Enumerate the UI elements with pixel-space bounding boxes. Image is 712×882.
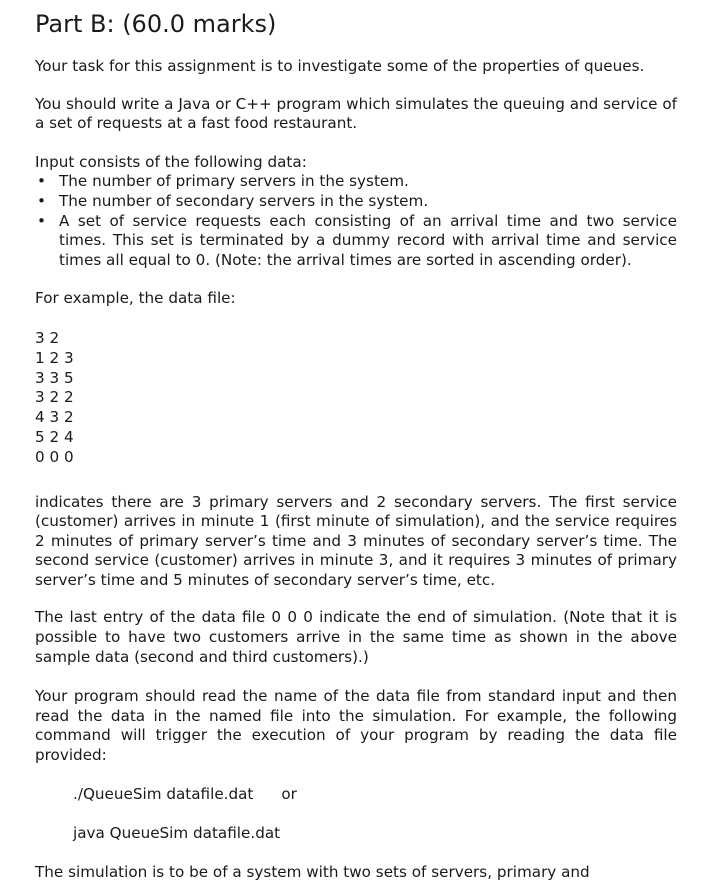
document-page [35, 0, 677, 882]
list-item [35, 192, 677, 212]
read-paragraph: Your program should read the name of the data file from standard input and then read the data in the named file into the simulation. For example, the following command will trigger the execution of your program by reading the data file provided: [35, 687, 677, 765]
data-file-example [35, 329, 677, 468]
bullet-icon: • [37, 211, 46, 230]
last-entry-paragraph: The last entry of the data file 0 0 0 indicate the end of simulation. (Note that it is possible to have two customers arrive in the same time as shown in the above sample data (second and third customers).) [35, 608, 677, 666]
list-item-text: The number of primary servers in the system. [59, 172, 409, 191]
data-file-line: 0 0 0 [35, 447, 74, 466]
page-heading: Part B: (60.0 marks) [35, 10, 277, 38]
simulation-paragraph: The simulation is to be of a system with two sets of servers, primary and [35, 862, 590, 881]
data-file-line: 3 2 2 [35, 388, 74, 407]
bullet-icon: • [37, 191, 46, 210]
data-file-line: 1 2 3 [35, 348, 74, 367]
data-file-line: 3 3 5 [35, 368, 74, 387]
command-text: java QueueSim datafile.dat [73, 824, 281, 843]
indicates-paragraph: indicates there are 3 primary servers and 2 secondary servers. The first service (customer) arrives in minute 1 (first minute of simulation), and the service requires 2 minutes of primary server’s time and 3 minutes of secondary server’s time. The second service (customer) arrives in minute 3, and it requires 3 minutes of primary server’s time and 5 minutes of secondary server’s time, etc. [35, 492, 677, 589]
example-intro: For example, the data file: [35, 289, 236, 308]
data-file-line: 5 2 4 [35, 427, 74, 446]
list-item-text: The number of secondary servers in the system. [59, 191, 429, 210]
data-file-line: 3 2 [35, 328, 60, 347]
input-intro: Input consists of the following data: [35, 152, 307, 171]
or-word: or [281, 784, 297, 803]
task-paragraph: Your task for this assignment is to investigate some of the properties of queues. [35, 57, 645, 75]
data-file-line: 4 3 2 [35, 408, 74, 427]
program-paragraph: You should write a Java or C++ program which simulates the queuing and service of a set of requests at a fast food restaurant. [35, 94, 677, 133]
input-list [35, 172, 677, 270]
list-item [35, 172, 677, 192]
command-line-2 [35, 824, 677, 844]
command-line-1 [35, 785, 677, 805]
command-text: ./QueueSim datafile.dat [73, 784, 254, 803]
bullet-icon: • [37, 172, 46, 191]
list-item-text: A set of service requests each consisting of an arrival time and two service times. This set is terminated by a dummy record with arrival time and service times all equal to 0. (Note: the arrival times are sorted in ascending order). [59, 211, 677, 269]
list-item [35, 212, 677, 271]
